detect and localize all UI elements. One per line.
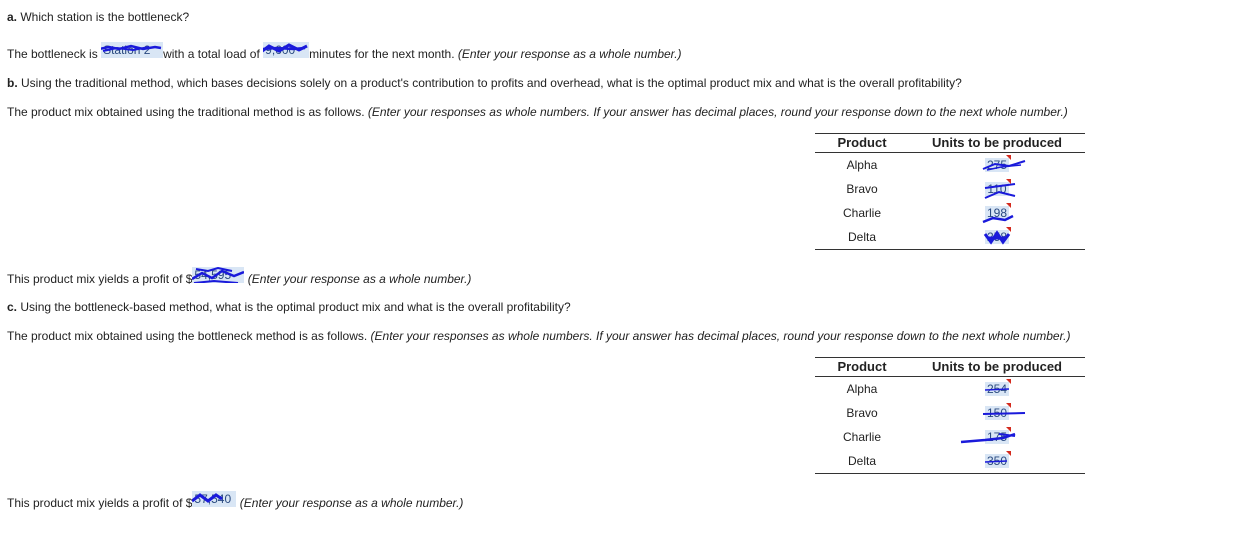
total-load-value: 9,600 — [265, 43, 296, 57]
units-input-charlie[interactable] — [985, 206, 1009, 220]
product-name: Alpha — [846, 158, 878, 172]
answer-a-prefix: The bottleneck is — [7, 47, 98, 61]
header-product: Product — [815, 134, 909, 153]
question-c-letter: c. — [7, 300, 18, 314]
profit-input-traditional[interactable] — [192, 267, 244, 283]
product-mix-table-traditional — [815, 133, 1085, 250]
instruction-b — [7, 104, 1068, 120]
header-product: Product — [815, 358, 909, 377]
instruction-c-hint: (Enter your responses as whole numbers. If your answer has decimal places, round your response down to the next whole number.) — [370, 329, 1071, 343]
table-row — [815, 377, 1085, 402]
answer-a-sentence — [7, 42, 682, 62]
profit-b-prefix: This product mix yields a profit of $ — [7, 272, 193, 286]
product-name: Delta — [815, 225, 909, 250]
header-units: Units to be produced — [909, 358, 1085, 377]
total-load-answer[interactable] — [263, 42, 309, 58]
units-value: 254 — [986, 382, 1008, 396]
units-input-charlie[interactable] — [985, 430, 1009, 444]
units-input-delta[interactable] — [985, 230, 1009, 244]
units-value: 110 — [987, 182, 1007, 196]
units-input-alpha[interactable] — [985, 158, 1009, 172]
header-units: Units to be produced — [909, 134, 1085, 153]
instruction-b-hint: (Enter your responses as whole numbers. If your answer has decimal places, round your response down to the next whole number.) — [367, 105, 1068, 119]
units-input-bravo[interactable] — [985, 406, 1009, 420]
units-input-bravo[interactable] — [985, 182, 1008, 196]
product-name: Bravo — [846, 406, 878, 420]
answer-a-suffix: minutes for the next month. — [309, 47, 455, 61]
question-b-letter: b. — [7, 76, 18, 90]
answer-a-hint: (Enter your response as a whole number.) — [457, 47, 682, 61]
bottleneck-station-value: Station 2 — [103, 43, 151, 57]
product-mix-table-bottleneck — [815, 357, 1085, 474]
product-name: Charlie — [842, 206, 881, 220]
question-a-text: Which station is the bottleneck? — [20, 10, 190, 24]
units-value: 275 — [986, 158, 1008, 172]
units-value: 198 — [986, 206, 1008, 220]
profit-c-sentence — [7, 491, 463, 511]
answer-a-middle: with a total load of — [163, 47, 260, 61]
table-row — [815, 401, 1085, 425]
profit-b-sentence — [7, 267, 471, 287]
table-row — [815, 177, 1085, 201]
question-a — [7, 9, 189, 25]
product-name: Alpha — [846, 382, 878, 396]
product-name: Delta — [815, 449, 909, 474]
instruction-b-intro: The product mix obtained using the traditional method is as follows. — [7, 105, 365, 119]
profit-b-value: 54,595 — [194, 268, 232, 282]
bottleneck-station-answer[interactable] — [101, 42, 163, 58]
question-b-text: Using the traditional method, which bases decisions solely on a product's contribution to profits and overhead, what is the optimal product mix and what is the overall profitability? — [21, 76, 962, 90]
units-value: 150 — [986, 406, 1008, 420]
profit-c-value: 57,540 — [194, 492, 232, 506]
question-c-text: Using the bottleneck-based method, what is the optimal product mix and what is the overall profitability? — [20, 300, 571, 314]
instruction-c — [7, 328, 1070, 344]
units-input-delta[interactable] — [985, 454, 1009, 468]
profit-b-hint: (Enter your response as a whole number.) — [247, 272, 472, 286]
question-c — [7, 299, 571, 315]
instruction-c-intro: The product mix obtained using the bottleneck method is as follows. — [7, 329, 368, 343]
table-row — [815, 449, 1085, 474]
question-a-letter: a. — [7, 10, 18, 24]
table-row — [815, 153, 1085, 178]
units-value: 350 — [986, 454, 1008, 468]
units-input-alpha[interactable] — [985, 382, 1009, 396]
table-row — [815, 425, 1085, 449]
table-row — [815, 225, 1085, 250]
units-value: 258 — [986, 230, 1008, 244]
product-name: Bravo — [846, 182, 878, 196]
question-b — [7, 75, 962, 91]
profit-c-prefix: This product mix yields a profit of $ — [7, 496, 193, 510]
units-value: 175 — [986, 430, 1008, 444]
product-name: Charlie — [842, 430, 881, 444]
profit-c-hint: (Enter your response as a whole number.) — [239, 496, 464, 510]
table-row — [815, 201, 1085, 225]
profit-input-bottleneck[interactable] — [192, 491, 236, 507]
